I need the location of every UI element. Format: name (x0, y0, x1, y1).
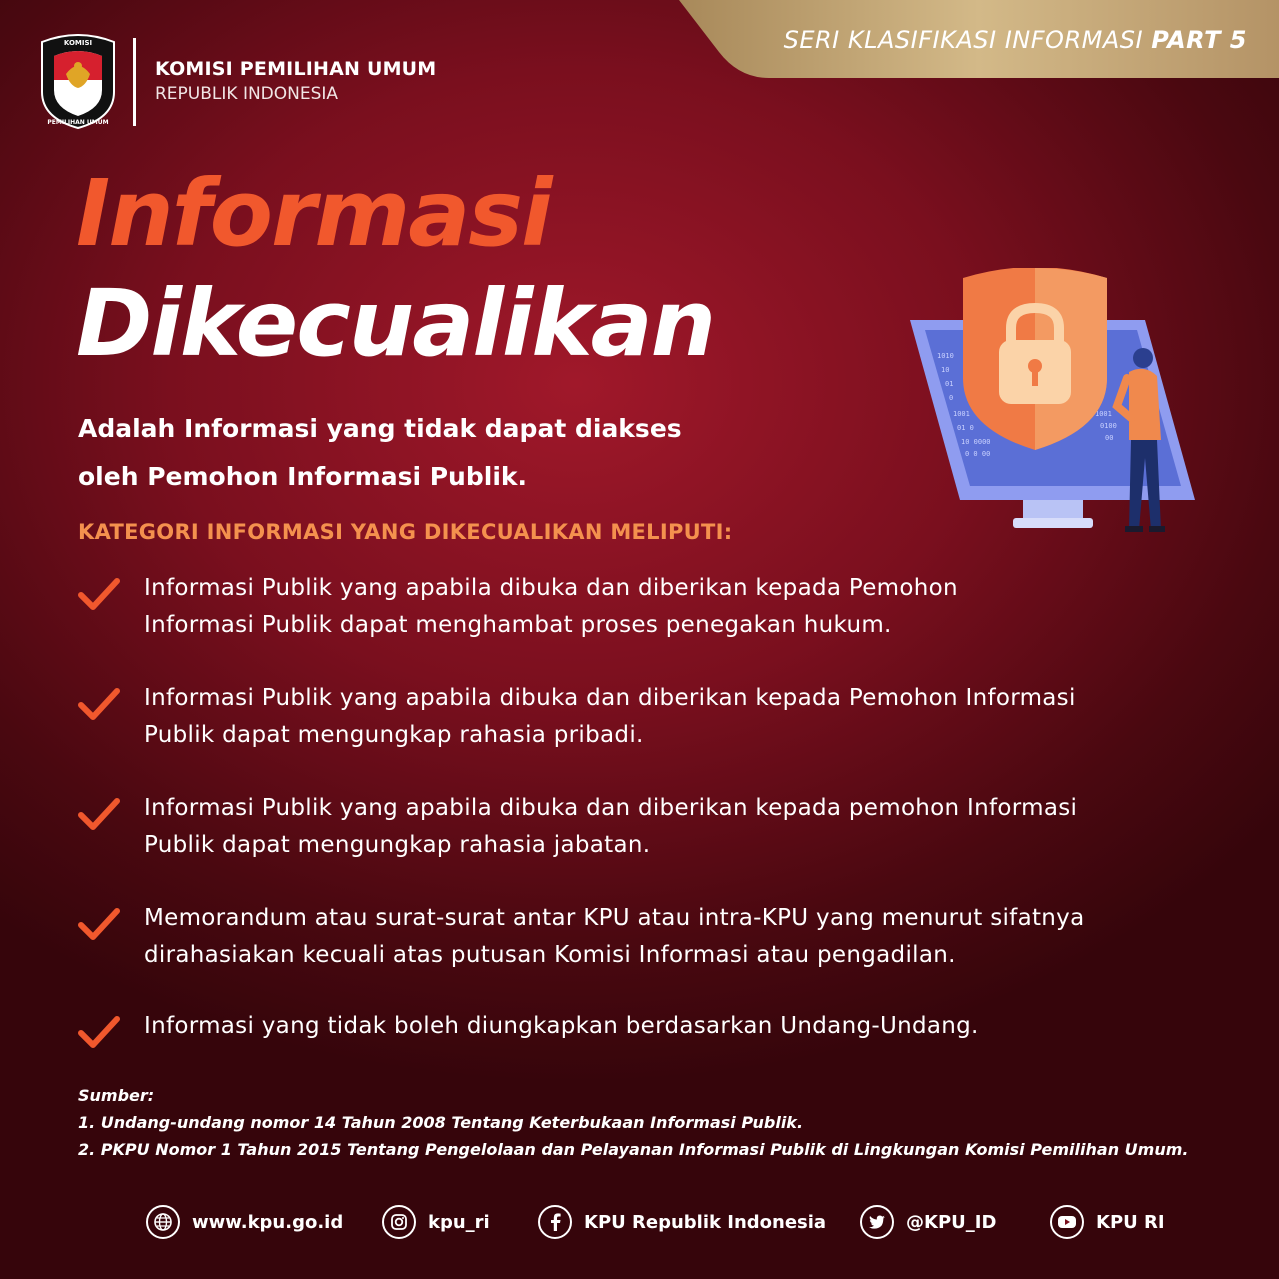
check-icon (78, 796, 120, 832)
svg-text:1010: 1010 (937, 352, 954, 360)
org-name: KOMISI PEMILIHAN UMUM (155, 58, 437, 80)
source-2: 2. PKPU Nomor 1 Tahun 2015 Tentang Pengelolaan dan Pelayanan Informasi Publik di Lingkungan Komisi Pemilihan Umum. (78, 1140, 1189, 1159)
category-heading: KATEGORI INFORMASI YANG DIKECUALIKAN MELIPUTI: (78, 520, 733, 544)
check-icon (78, 576, 120, 612)
title-line1: Informasi (76, 160, 551, 267)
sources-heading: Sumber: (78, 1086, 155, 1105)
social-twitter[interactable]: @KPU_ID (860, 1204, 996, 1240)
social-youtube[interactable]: KPU RI (1050, 1204, 1165, 1240)
title-line2: Dikecualikan (76, 270, 715, 377)
twitter-icon (860, 1205, 894, 1239)
security-illustration (905, 268, 1205, 540)
social-website[interactable]: www.kpu.go.id (146, 1204, 343, 1240)
svg-text:1001: 1001 (1095, 410, 1112, 418)
instagram-icon (382, 1205, 416, 1239)
check-icon (78, 686, 120, 722)
svg-text:0: 0 (949, 394, 954, 402)
social-facebook[interactable]: KPU Republik Indonesia (538, 1204, 826, 1240)
kpu-logo (36, 34, 120, 130)
svg-text:0100: 0100 (1100, 422, 1117, 430)
social-instagram[interactable]: kpu_ri (382, 1204, 490, 1240)
check-icon (78, 906, 120, 942)
header-divider (133, 38, 136, 126)
globe-icon (146, 1205, 180, 1239)
svg-text:0 0 00: 0 0 00 (965, 450, 991, 458)
series-part: PART 5 (1151, 26, 1247, 54)
sources (78, 1082, 1188, 1163)
svg-text:00: 00 (1105, 434, 1114, 442)
youtube-icon (1050, 1205, 1084, 1239)
svg-text:KOMISI: KOMISI (63, 39, 93, 47)
svg-text:1001: 1001 (953, 410, 970, 418)
svg-text:01 0: 01 0 (957, 424, 974, 432)
svg-text:01: 01 (945, 380, 954, 388)
intro-text: Adalah Informasi yang tidak dapat diakses oleh Pemohon Informasi Publik. (78, 414, 682, 491)
check-icon (78, 1014, 120, 1050)
source-1: 1. Undang-undang nomor 14 Tahun 2008 Tentang Keterbukaan Informasi Publik. (78, 1113, 804, 1132)
org-subtitle: REPUBLIK INDONESIA (155, 84, 339, 104)
svg-text:PEMILIHAN UMUM: PEMILIHAN UMUM (47, 119, 109, 126)
series-label: SERI KLASIFIKASI INFORMASI PART 5 (783, 26, 1247, 54)
facebook-icon (538, 1205, 572, 1239)
svg-text:10 0000: 10 0000 (961, 438, 991, 446)
svg-text:10: 10 (941, 366, 950, 374)
